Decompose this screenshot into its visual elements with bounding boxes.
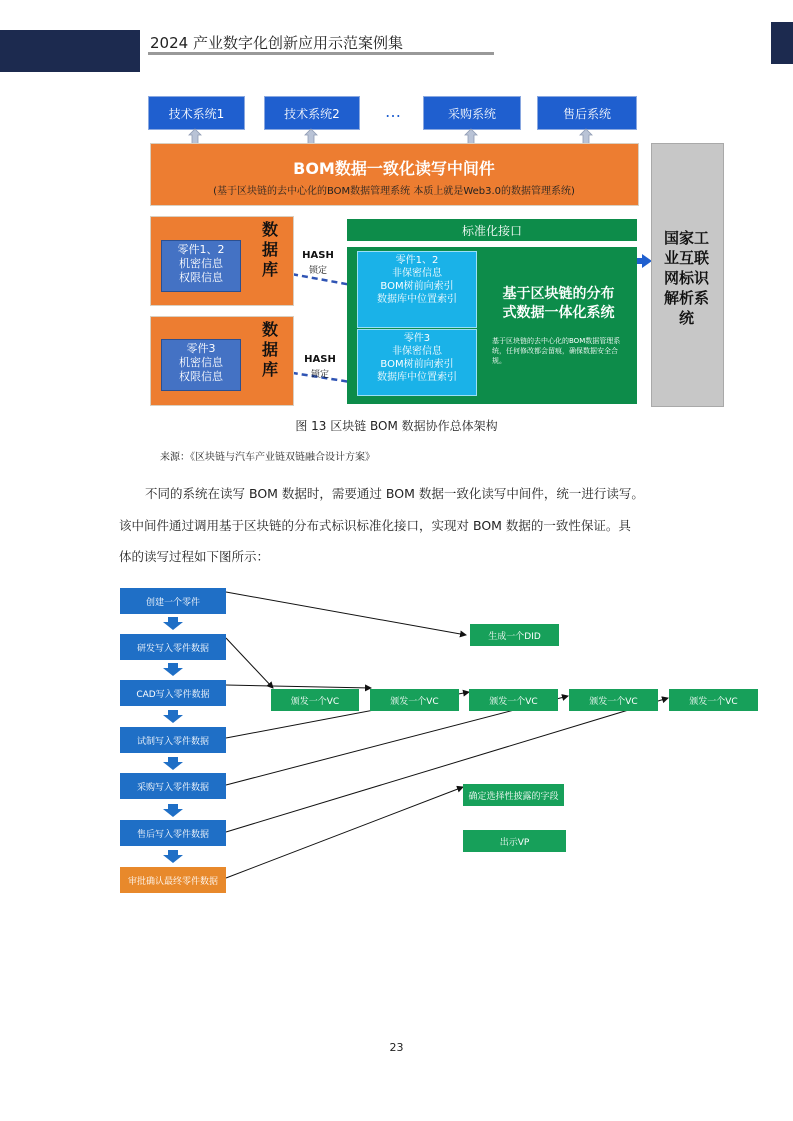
- distributed-system-description: 基于区块链的去中心化的BOM数据管理系统，任何修改都会留痕，确保数据安全合规。: [492, 337, 621, 365]
- flow-issue-vc-3: 颁发一个VC: [469, 689, 558, 711]
- top-system-ellipsis: …: [385, 102, 401, 121]
- national-system-label: 国家工 业互联 网标识 解析系 统: [663, 229, 709, 327]
- database-1-content: 零件1、2 机密信息 权限信息: [161, 240, 241, 292]
- distributed-system-title: 基于区块链的分布 式数据一体化系统: [502, 286, 615, 321]
- top-system-2: 技术系统2: [264, 96, 360, 130]
- top-system-purchase: 采购系统: [423, 96, 521, 130]
- hash-label-1: HASH: [302, 250, 334, 261]
- top-system-aftersales: 售后系统: [537, 96, 637, 130]
- flow-issue-vc-4: 颁发一个VC: [569, 689, 658, 711]
- database-label-2: 数据 库: [261, 320, 278, 379]
- flow-step-aftersales-write: 售后写入零件数据: [120, 820, 226, 846]
- flow-connectors: [0, 580, 793, 900]
- flow-issue-vc-5: 颁发一个VC: [669, 689, 758, 711]
- middleware-subtitle: (基于区块链的去中心化的BOM数据管理系统 本质上就是Web3.0的数据管理系统): [213, 186, 575, 197]
- header-title: 2024 产业数字化创新应用示范案例集: [150, 34, 403, 52]
- flow-step-approve-final: 审批确认最终零件数据: [120, 867, 226, 893]
- hash-label-2: HASH: [304, 354, 336, 365]
- paragraph-line-3: 体的读写过程如下图所示：: [119, 549, 270, 564]
- paragraph-line-2: 该中间件通过调用基于区块链的分布式标识标准化接口，实现对 BOM 数据的一致性保证。具: [119, 518, 631, 533]
- hash-lock-2: 锁定: [310, 370, 329, 380]
- database-2-content: 零件3 机密信息 权限信息: [161, 339, 241, 391]
- figure-caption: 图 13 区块链 BOM 数据协作总体架构: [295, 419, 498, 433]
- flow-issue-vc-2: 颁发一个VC: [370, 689, 459, 711]
- flow-present-vp: 出示VP: [463, 830, 566, 852]
- flow-step-purchase-write: 采购写入零件数据: [120, 773, 226, 799]
- flow-step-trial-write: 试制写入零件数据: [120, 727, 226, 753]
- flow-step-rd-write: 研发写入零件数据: [120, 634, 226, 660]
- flow-generate-did: 生成一个DID: [470, 624, 559, 646]
- chain-node-2: 零件3 非保密信息 BOM树前向索引 数据库中位置索引: [357, 329, 477, 396]
- page-number: 23: [389, 1041, 404, 1054]
- hash-lock-1: 锁定: [308, 266, 327, 276]
- flow-issue-vc-1: 颁发一个VC: [271, 689, 359, 711]
- flow-selective-disclosure: 确定选择性披露的字段: [463, 784, 564, 806]
- figure-source: 来源：《区块链与汽车产业链双链融合设计方案》: [160, 452, 375, 463]
- chain-node-1: 零件1、2 非保密信息 BOM树前向索引 数据库中位置索引: [357, 251, 477, 328]
- paragraph-line-1: 不同的系统在读写 BOM 数据时，需要通过 BOM 数据一致化读写中间件，统一进行读写。: [145, 486, 644, 501]
- top-system-1: 技术系统1: [148, 96, 245, 130]
- middleware-title: BOM数据一致化读写中间件: [293, 159, 495, 178]
- standard-interface-bar: 标准化接口: [347, 219, 637, 241]
- database-label-1: 数据 库: [261, 220, 278, 279]
- flow-step-cad-write: CAD写入零件数据: [120, 680, 226, 706]
- flow-step-create-part: 创建一个零件: [120, 588, 226, 614]
